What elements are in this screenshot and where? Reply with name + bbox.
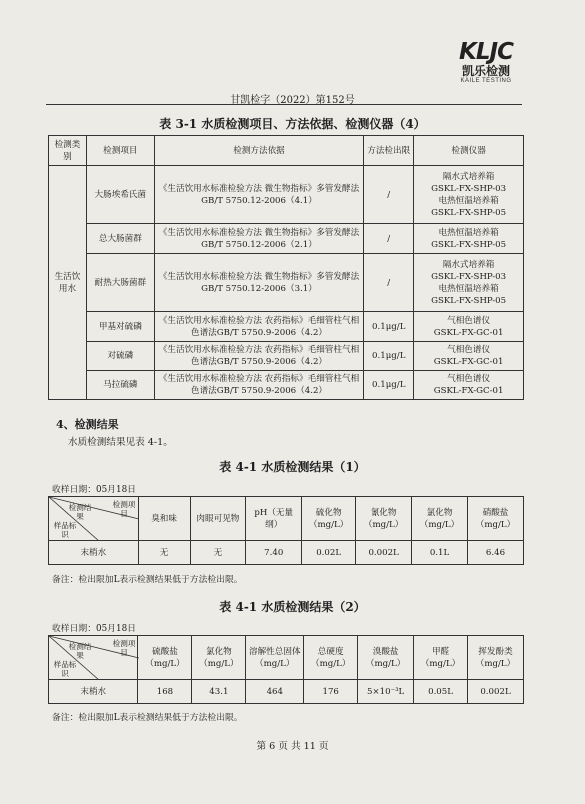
table-3-1-title: 表 3-1 水质检测项目、方法依据、检测仪器（4）	[159, 117, 426, 131]
instrument-cell	[414, 342, 524, 371]
category-cell: 生活饮用水	[49, 166, 87, 400]
table-row	[49, 371, 524, 400]
table-4-1b-title: 表 4-1 水质检测结果（2）	[219, 600, 366, 614]
column-header: pH（无量纲）	[246, 497, 302, 541]
header-category: 检测类别	[49, 136, 87, 166]
page-number: 第 6 页 共 11 页	[256, 741, 329, 752]
item-cell: 甲基对硫磷	[86, 312, 154, 342]
instrument-line: 隔水式培养箱	[442, 171, 495, 182]
header-instrument: 检测仪器	[414, 136, 524, 166]
method-cell: 《生活饮用水标准检验方法 农药指标》毛细管柱气相色谱法GB/T 5750.9-2006（4.2）	[154, 342, 364, 371]
item-cell: 大肠埃希氏菌	[86, 166, 154, 224]
value-cell: 0.002L	[468, 680, 524, 704]
logo-chinese-name: 凯乐检测	[461, 64, 510, 78]
diag-label-sample: 样品标识	[53, 521, 77, 539]
column-header: 挥发酚类（mg/L）	[468, 636, 524, 680]
instrument-line: GSKL-FX-GC-01	[433, 327, 504, 338]
method-cell: 《生活饮用水标准检验方法 微生物指标》多管发酵法GB/T 5750.12-2006（3.1）	[154, 254, 364, 312]
table-4-1a	[48, 496, 524, 565]
instrument-line: GSKL-FX-SHP-03	[431, 271, 507, 282]
instrument-line: GSKL-FX-GC-01	[433, 386, 504, 396]
column-header: 氯化物（mg/L）	[192, 636, 246, 680]
diag-label-results: 检测结果	[68, 642, 92, 660]
method-cell: 《生活饮用水标准检验方法 微生物指标》多管发酵法GB/T 5750.12-2006（4.1）	[154, 166, 364, 224]
instrument-line: 电热恒温培养箱	[438, 195, 499, 206]
instrument-line: GSKL-FX-SHP-03	[431, 183, 507, 194]
instrument-line: 电热恒温培养箱	[438, 283, 499, 294]
value-cell: 0.02L	[302, 541, 356, 565]
diag-label-sample: 样品标识	[53, 660, 77, 678]
column-header: 氯化物（mg/L）	[412, 497, 468, 541]
diag-label-items: 检测项目	[112, 639, 136, 657]
column-header: 硫酸盐（mg/L）	[138, 636, 192, 680]
value-cell: 168	[138, 680, 192, 704]
instrument-line: GSKL-FX-SHP-05	[431, 295, 507, 306]
table-row	[49, 254, 524, 312]
table-header-row	[49, 136, 524, 166]
instrument-cell	[414, 166, 524, 224]
sample-cell: 末梢水	[49, 680, 138, 704]
value-cell: 无	[138, 541, 190, 565]
diagonal-header-cell	[49, 497, 139, 541]
column-header: 肉眼可见物	[190, 497, 246, 541]
value-cell: 0.05L	[414, 680, 468, 704]
item-cell: 耐热大肠菌群	[86, 254, 154, 312]
item-cell: 总大肠菌群	[86, 224, 154, 254]
diagonal-header-cell	[49, 636, 138, 680]
item-cell: 对硫磷	[86, 342, 154, 371]
header-limit: 方法检出限	[364, 136, 414, 166]
section-text: 水质检测结果见表 4-1。	[68, 437, 173, 448]
table-3-1	[48, 135, 524, 400]
table-row	[49, 342, 524, 371]
limit-cell: /	[364, 224, 414, 254]
value-cell: 7.40	[246, 541, 302, 565]
value-cell: 176	[304, 680, 358, 704]
table-header-row	[49, 497, 524, 541]
column-header: 氰化物（mg/L）	[356, 497, 412, 541]
value-cell: 464	[246, 680, 304, 704]
value-cell: 0.1L	[412, 541, 468, 565]
instrument-cell	[414, 224, 524, 254]
column-header: 硝酸盐（mg/L）	[468, 497, 524, 541]
instrument-line: 气相色谱仪	[447, 345, 491, 355]
limit-cell: /	[364, 254, 414, 312]
limit-cell: /	[364, 166, 414, 224]
receipt-date: 收样日期：05月18日	[52, 485, 136, 495]
document-number: 甘凯检字（2022）第152号	[230, 95, 355, 106]
receipt-date: 收样日期：05月18日	[52, 624, 136, 634]
column-header: 甲醛（mg/L）	[414, 636, 468, 680]
method-cell: 《生活饮用水标准检验方法 农药指标》毛细管柱气相色谱法GB/T 5750.9-2006（4.2）	[154, 371, 364, 400]
method-cell: 《生活饮用水标准检验方法 微生物指标》多管发酵法GB/T 5750.12-2006（2.1）	[154, 224, 364, 254]
limit-cell: 0.1μg/L	[364, 312, 414, 342]
table-row	[49, 312, 524, 342]
table-row	[49, 224, 524, 254]
column-header: 臭和味	[138, 497, 190, 541]
instrument-line: 隔水式培养箱	[442, 259, 495, 270]
logo-mark: KLJC	[459, 39, 513, 65]
method-cell: 《生活饮用水标准检验方法 农药指标》毛细管柱气相色谱法GB/T 5750.9-2006（4.2）	[154, 312, 364, 342]
header-method: 检测方法依据	[154, 136, 364, 166]
instrument-line: GSKL-FX-SHP-05	[431, 207, 507, 218]
instrument-line: GSKL-FX-SHP-05	[431, 239, 507, 250]
table-header-row	[49, 636, 524, 680]
instrument-line: 气相色谱仪	[447, 315, 491, 326]
logo-english-name: KAILE TESTING	[460, 78, 512, 84]
value-cell: 6.46	[468, 541, 524, 565]
header-divider	[46, 104, 522, 105]
instrument-line: GSKL-FX-GC-01	[433, 357, 504, 367]
instrument-cell	[414, 312, 524, 342]
column-header: 硫化物（mg/L）	[302, 497, 356, 541]
diag-label-results: 检测结果	[68, 503, 92, 521]
value-cell: 无	[190, 541, 246, 565]
table-4-1b	[48, 635, 524, 704]
header-item: 检测项目	[86, 136, 154, 166]
sample-cell: 末梢水	[49, 541, 139, 565]
diag-label-items: 检测项目	[112, 500, 136, 518]
column-header: 溶解性总固体（mg/L）	[246, 636, 304, 680]
instrument-line: 气相色谱仪	[447, 374, 491, 384]
instrument-line: 电热恒温培养箱	[438, 227, 499, 238]
table-note: 备注：检出限加L表示检测结果低于方法检出限。	[52, 713, 243, 723]
table-row	[49, 166, 524, 224]
value-cell: 5×10⁻³L	[358, 680, 414, 704]
instrument-cell	[414, 254, 524, 312]
table-row	[49, 680, 524, 704]
limit-cell: 0.1μg/L	[364, 371, 414, 400]
table-row	[49, 541, 524, 565]
value-cell: 43.1	[192, 680, 246, 704]
column-header: 溴酸盐（mg/L）	[358, 636, 414, 680]
instrument-cell	[414, 371, 524, 400]
company-logo	[456, 40, 516, 84]
section-heading: 4、检测结果	[56, 418, 119, 431]
column-header: 总硬度（mg/L）	[304, 636, 358, 680]
item-cell: 马拉硫磷	[86, 371, 154, 400]
limit-cell: 0.1μg/L	[364, 342, 414, 371]
value-cell: 0.002L	[356, 541, 412, 565]
table-note: 备注：检出限加L表示检测结果低于方法检出限。	[52, 575, 243, 585]
table-4-1a-title: 表 4-1 水质检测结果（1）	[219, 460, 366, 474]
